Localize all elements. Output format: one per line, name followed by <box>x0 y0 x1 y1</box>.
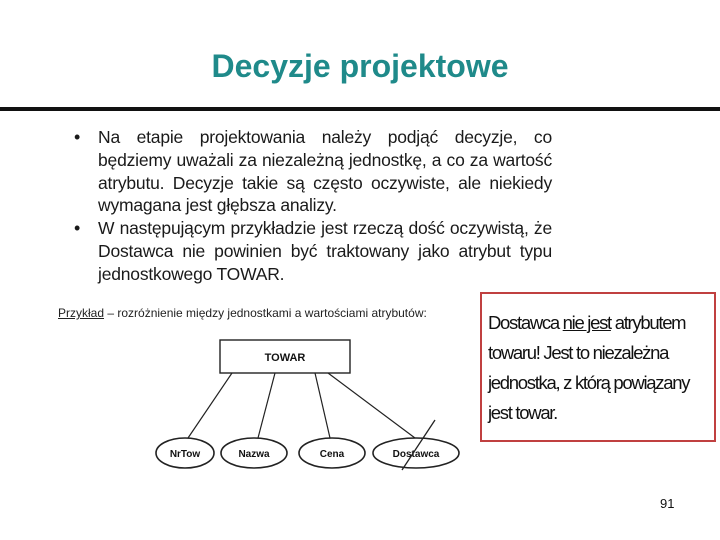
attribute-label: NrTow <box>169 449 201 460</box>
bullet-list <box>72 126 552 286</box>
connector-line <box>315 373 330 438</box>
note-box <box>480 292 716 442</box>
note-text: Jest to niezależna jednostka, z którą powiązany jest towar. <box>488 342 690 423</box>
connector-line <box>258 373 275 438</box>
connector-line <box>188 373 232 438</box>
entity-label: TOWAR <box>264 352 306 364</box>
bullet-item: • W następującym przykładzie jest rzeczą dość oczywistą, że Dostawca nie powinien być traktowany jako atrybut typu jednostkowego TOWAR. <box>72 217 552 285</box>
attribute-label: Dostawca <box>392 449 440 460</box>
slide-title: Decyzje projektowe <box>211 48 509 84</box>
note-text: atrybutem towaru! <box>488 312 686 363</box>
bullet-item: • Na etapie projektowania należy podjąć decyzje, co będziemy uważali za niezależną jednostkę, a co za wartość atrybutu. Decyzje takie są często oczywiste, ale niekiedy wymagana jest głębsza analizy. <box>72 126 552 217</box>
note-text: Dostawca <box>488 312 563 333</box>
example-caption-text: – rozróżnienie między jednostkami a wartościami atrybutów: <box>104 306 427 320</box>
note-emphasis: nie jest <box>562 312 611 333</box>
attribute-label: Cena <box>319 449 345 460</box>
connector-line <box>328 373 415 438</box>
title-divider <box>0 107 720 111</box>
page-number: 91 <box>660 496 675 511</box>
er-diagram <box>150 332 470 472</box>
attribute-label: Nazwa <box>238 449 270 460</box>
example-caption <box>58 306 427 320</box>
example-lead: Przykład <box>58 306 105 320</box>
